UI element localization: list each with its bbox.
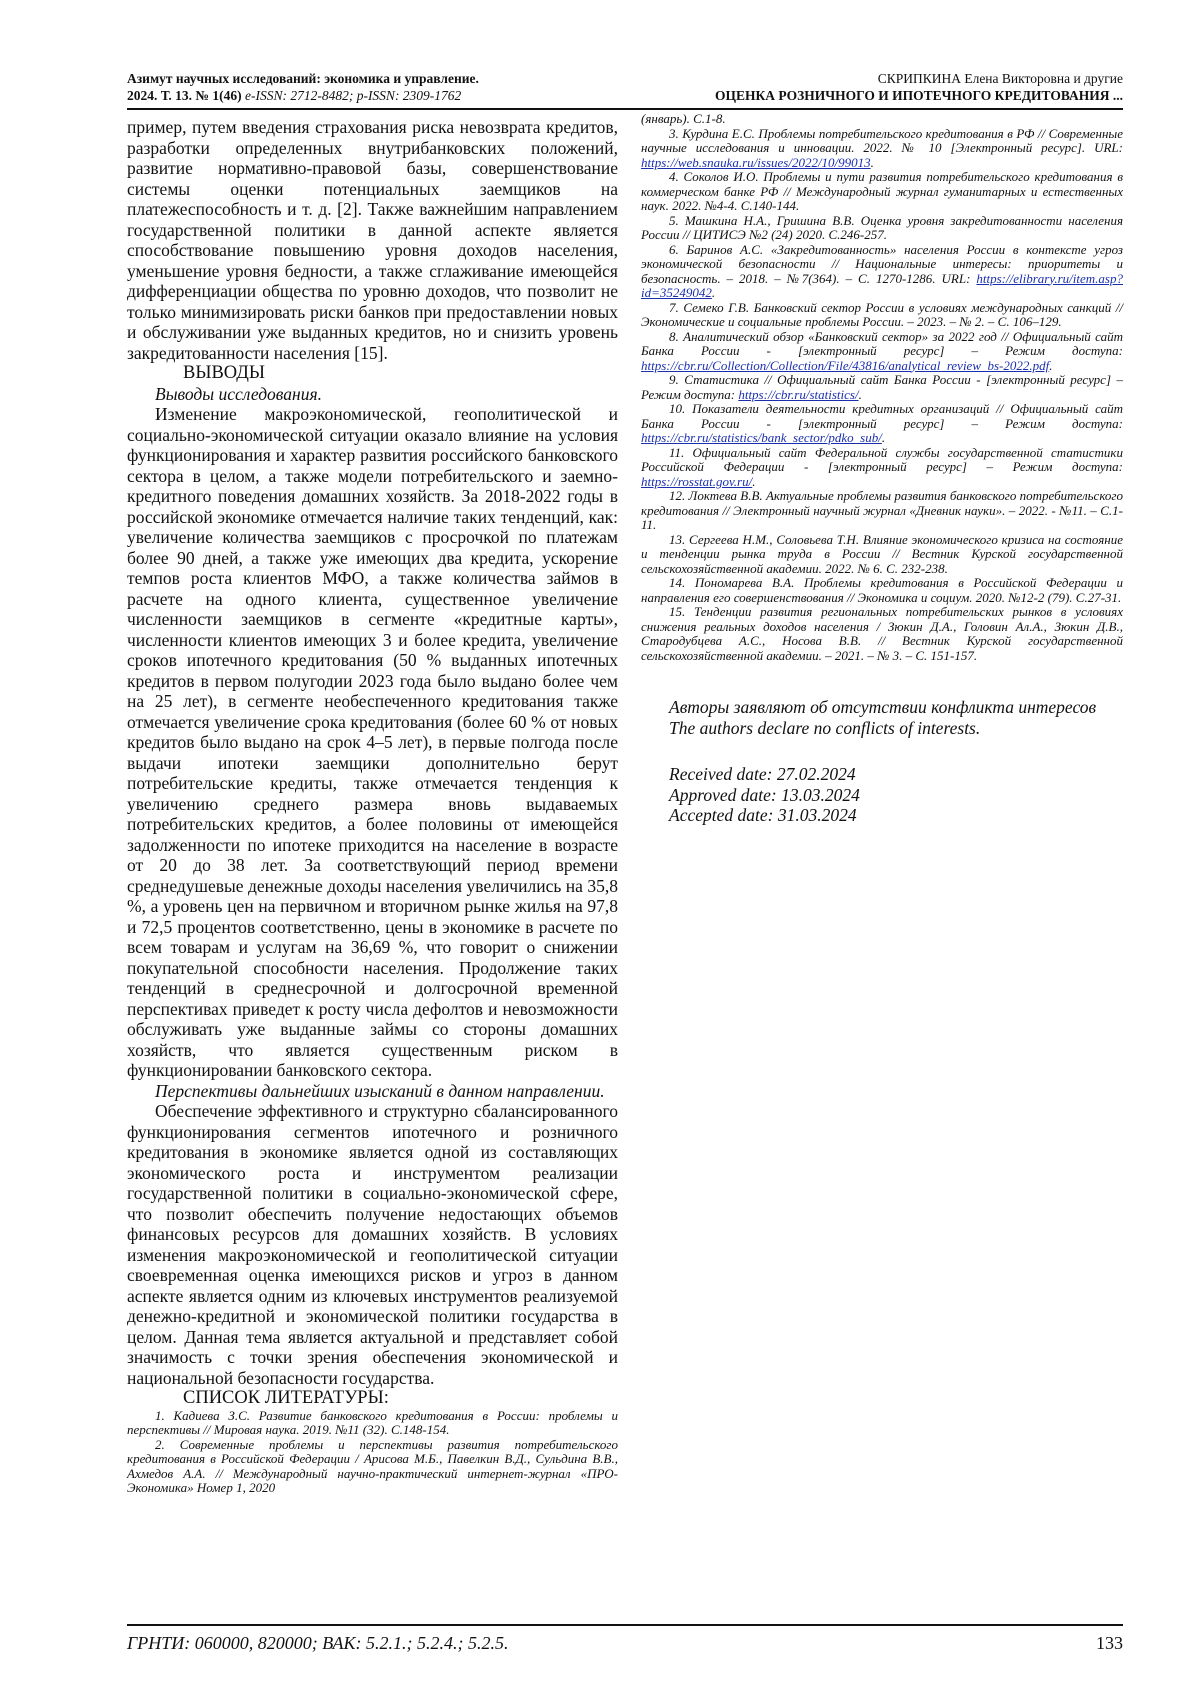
conflict-statement-en: The authors declare no conflicts of interests. — [669, 717, 981, 738]
reference-link[interactable]: https://rosstat.gov.ru/ — [641, 473, 753, 489]
conflict-statement-ru: Авторы заявляют об отсутствии конфликта интересов — [669, 697, 1097, 717]
article-authors: СКРИПКИНА Елена Викторовна и другие — [877, 71, 1123, 86]
reference-item: 14. Пономарева В.А. Проблемы кредитования в Российской Федерации и направления его совершенствования // Экономика и социум. 2020. №12-2 (79). С.27-31. — [641, 575, 1123, 605]
received-date: Received date: 27.02.2024 — [669, 764, 856, 784]
reference-link[interactable]: https://cbr.ru/statistics/bank_sector/pdko_sub/ — [641, 430, 882, 445]
header-divider — [127, 108, 1123, 110]
page-header — [127, 70, 1123, 108]
reference-item: 2. Современные проблемы и перспективы развития потребительского кредитования в Российской Федерации / Арисова М.Б., Павелкин В.Д., Сульдина В.В., Ахмедов А.А. // Международный научно-практический интернет-журнал «ПРО-Экономика» Номер 1, 2020 — [127, 1436, 618, 1495]
conclusions-heading: ВЫВОДЫ — [183, 363, 266, 383]
reference-item: 15. Тенденции развития региональных потребительских рынков в условиях снижения реальных доходов населения / Зюкин Д.А., Головин Ал.А., Зюкин Д.В., Стародубцева А.С., Носова В.В. // Вестник Курской государственной сельскохозяйственной академии. – 2021. – № 3. – С. 151-157. — [641, 604, 1123, 663]
reference-item: 6. Баринов А.С. «Закредитованность» населения России в контексте угроз экономической безопасности // Национальные интересы: приоритеты и безопасность. – 2018. – №7(364). – С. 1270-1286. URL: https://elibrary.ru/item.asp?id=35249042. — [641, 241, 1123, 300]
reference-list-left — [127, 1409, 618, 1496]
paragraph-continuation: пример, путем введения страхования риска невозврата кредитов, разработки определенных внутрибанковских положений, развитие нормативно-правовой базы, совершенствование системы оценки потенциальных заемщиков на платежеспособность и т. д. [2]. Также важнейшим направлением государственной политики в данной аспекте является способствование повышению уровня доходов населения, уменьшение уровня бедности, а также сглаживание имеющейся дифференциации общества по уровню доходов, что позволит не только минимизировать риски банков при предоставлении новых и обслуживании уже выданных кредитов, но и снизить уровень закредитованности населения [15]. — [127, 117, 618, 363]
reference-item: 7. Семеко Г.В. Банковский сектор России в условиях международных санкций // Экономические и социальные проблемы России. – 2023. – № 2. – С. 106–129. — [641, 299, 1123, 329]
right-column — [641, 112, 1123, 1592]
reference-item: 3. Курдина Е.С. Проблемы потребительского кредитования в РФ // Современные научные исследования и инновации. 2022. № 10 [Электронный ресурс]. URL: https://web.snauka.ru/issues/2022/10/99013. — [641, 125, 1123, 170]
reference-continuation: (январь). С.1-8. — [641, 111, 726, 126]
reference-list-right — [641, 127, 1123, 664]
reference-link[interactable]: https://cbr.ru/statistics/ — [738, 386, 859, 402]
journal-info — [127, 70, 479, 104]
reference-item: 8. Аналитический обзор «Банковский сектор» за 2022 год // Официальный сайт Банка России - [электронный ресурс] – Режим доступа: https://cbr.ru/Collection/Collection/File/43816/analytical_review_bs-2022.pdf. — [641, 328, 1123, 373]
conclusions-paragraph: Изменение макроэкономической, геополитической и социально-экономической ситуации оказало влияние на условия функционирования и характер развития российского банковского сектора в целом, а также модели потребительского и заемно-кредитного поведения домашних хозяйств. За 2018-2022 годы в российской экономике отмечается наличие таких тенденций, как: увеличение количества заемщиков с просрочкой по платежам более 90 дней, а также уже имеющих два кредита, ускорение темпов роста клиентов МФО, а также количества займов в расчете на одного клиента, существенное увеличение численности заемщиков в сегменте «кредитные карты», численности клиентов имеющих 3 и более кредита, увеличение сроков ипотечного кредитования (50 % выданных ипотечных кредитов в первом полугодии 2023 года было выдано более чем на 25 лет), в сегменте необеспеченного кредитования также отмечается увеличение срока кредитования (более 60 % от новых кредитов было выдано на срок 4–5 лет), в первые полгода после выдачи ипотеки заемщики дополнительно берут потребительские кредиты, также отмечается тенденция к увеличению среднего размера вновь выдаваемых потребительских кредитов, а более половины от имеющейся задолженности по ипотеке приходится на население в возрасте от 20 до 38 лет. За соответствующий период времени среднедушевые денежные доходы населения увеличились на 35,8 %, а уровень цен на первичном и вторичном рынке жилья на 97,8 и 72,5 процентов соответственно, цены в экономике в расчете по всем товарам и услугам на 36,69 %, что говорит о снижении покупательной способности населения. Продолжение таких тенденций в среднесрочной и долгосрочной временной перспективах приведет к росту числа дефолтов и невозможности обслуживать уже выданные займы со стороны домашних хозяйств, что является существенным риском в функционировании банковского сектора. — [127, 404, 618, 1080]
reference-item: 9. Статистика // Официальный сайт Банка России - [электронный ресурс] – Режим доступа: https://cbr.ru/statistics/. — [641, 372, 1123, 402]
reference-item: 5. Машкина Н.А., Гришина В.В. Оценка уровня закредитованности населения России // ЦИТИСЭ №2 (24) 2020. С.246-257. — [641, 212, 1123, 242]
conflict-declaration — [641, 697, 1123, 738]
reference-link[interactable]: https://cbr.ru/Collection/Collection/File/43816/analytical_review_bs-2022.pdf — [641, 357, 1050, 373]
reference-item: 12. Локтева В.В. Актуальные проблемы развития банковского потребительского кредитования // Электронный научный журнал «Дневник науки». – 2022. - №11. – С.1-11. — [641, 488, 1123, 532]
perspectives-paragraph: Обеспечение эффективного и структурно сбалансированного функционирования сегментов ипотечного и розничного кредитования в экономике является одной из составляющих экономического роста и инструментом реализации государственной политики в социально-экономической сфере, что позволит обеспечить получение недостающих объемов финансовых ресурсов для домашних хозяйств. В условиях изменения макроэкономической и геополитической ситуации своевременная оценка имеющихся рисков и угроз в данном аспекте является одним из ключевых инструментов реализуемой денежно-кредитной и экономической политики государства в целом. Данная тема является актуальной и представляет собой значимость с точки зрения обеспечения экономической и национальной безопасности государства. — [127, 1101, 618, 1388]
article-info — [715, 70, 1123, 104]
reference-link[interactable]: https://elibrary.ru/item.asp?id=35249042 — [641, 270, 1123, 300]
reference-item: 13. Сергеева Н.М., Соловьева Т.Н. Влияние экономического кризиса на состояние и тенденции рынка труда в России // Вестник Курской государственной сельскохозяйственной академии. 2022. № 6. С. 232-238. — [641, 531, 1123, 576]
accepted-date: Accepted date: 31.03.2024 — [669, 805, 857, 825]
classification-codes: ГРНТИ: 060000, 820000; ВАК: 5.2.1.; 5.2.4.; 5.2.5. — [127, 1633, 509, 1653]
reference-item: 4. Соколов И.О. Проблемы и пути развития потребительского кредитования в коммерческом банке РФ // Международный журнал гуманитарных и естественных наук. 2022. №4-4. С.140-144. — [641, 169, 1123, 213]
references-heading: СПИСОК ЛИТЕРАТУРЫ: — [183, 1388, 389, 1408]
journal-issn: e-ISSN: 2712-8482; p-ISSN: 2309-1762 — [244, 88, 462, 103]
approved-date: Approved date: 13.03.2024 — [669, 784, 860, 805]
journal-title: Азимут научных исследований: экономика и управление. — [127, 71, 479, 86]
reference-item: 11. Официальный сайт Федеральной службы государственной статистики Российской Федерации - [электронный ресурс] – Режим доступа: https://rosstat.gov.ru/. — [641, 444, 1123, 489]
journal-issue: 2024. Т. 13. № 1(46) — [127, 88, 242, 103]
perspectives-subheading: Перспективы дальнейших изысканий в данном направлении. — [155, 1080, 605, 1101]
reference-item: 1. Кадиева З.С. Развитие банковского кредитования в России: проблемы и перспективы // Мировая наука. 2019. №11 (32). С.148-154. — [127, 1407, 618, 1437]
left-column — [127, 117, 618, 1617]
footer-divider — [127, 1624, 1123, 1626]
page-number: 133 — [1096, 1633, 1123, 1653]
conclusions-subheading: Выводы исследования. — [155, 383, 322, 404]
reference-link[interactable]: https://web.snauka.ru/issues/2022/10/99013 — [641, 154, 871, 170]
article-title: ОЦЕНКА РОЗНИЧНОГО И ИПОТЕЧНОГО КРЕДИТОВАНИЯ ... — [715, 88, 1123, 103]
reference-item: 10. Показатели деятельности кредитных организаций // Официальный сайт Банка России - [электронный ресурс] – Режим доступа: https://cbr.ru/statistics/bank_sector/pdko_sub/. — [641, 401, 1123, 445]
article-dates — [641, 764, 1123, 826]
